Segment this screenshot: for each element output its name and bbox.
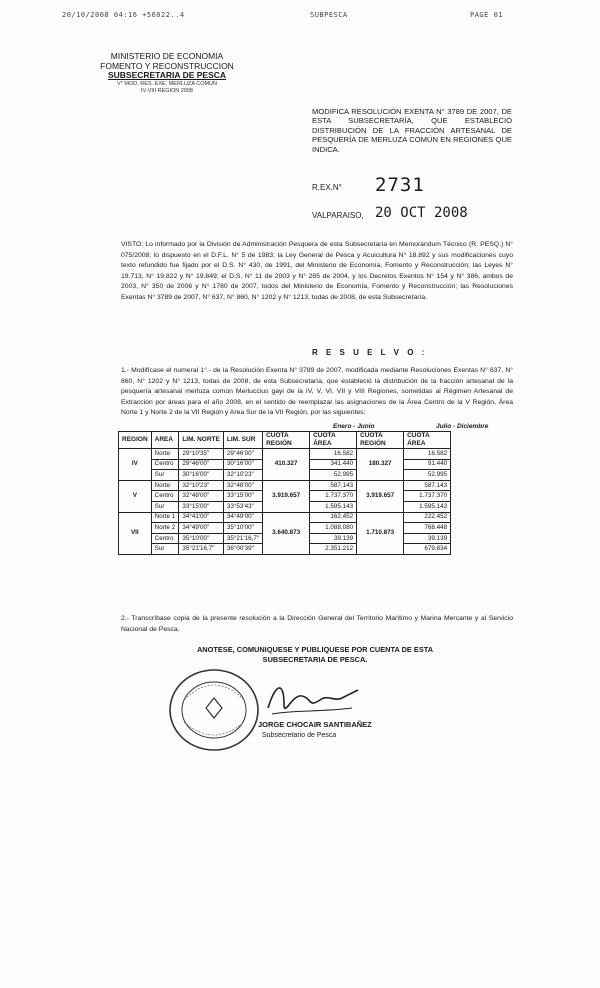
col-cuota-area-2: CUOTA ÁREA	[404, 432, 451, 449]
cell-cuota-area-2: 91.440	[404, 459, 451, 470]
cell-cuota-area-2: 1.595.143	[404, 501, 451, 512]
cell-lim-sur: 32°48'00"	[223, 480, 262, 491]
cell-area: Norte	[151, 449, 179, 460]
cell-lim-norte: 34°49'00"	[179, 523, 224, 534]
letterhead-ministry-2: FOMENTO Y RECONSTRUCCION	[100, 60, 234, 71]
date-stamp: 20 OCT 2008	[375, 205, 468, 221]
cell-cuota-area-2: 222.452	[404, 512, 451, 523]
cell-lim-sur: 29°46'00"	[223, 449, 262, 460]
cell-lim-norte: 29°46'00"	[179, 459, 224, 470]
cell-cuota-region-1: 3.640.873	[263, 512, 310, 554]
cell-area: Sur	[151, 544, 179, 555]
table-header-row	[119, 432, 451, 449]
cell-cuota-area-2: 16.582	[404, 449, 451, 460]
resuelvo-heading: R E S U E L V O :	[312, 348, 428, 357]
cell-lim-norte: 29°10'35"	[179, 449, 224, 460]
rex-number: 2731	[375, 174, 425, 196]
cell-cuota-area-1: 16.582	[310, 449, 357, 460]
cell-area: Norte	[151, 480, 179, 491]
cell-lim-norte: 32°48'00"	[179, 491, 224, 502]
cell-cuota-area-1: 1.088.080	[310, 523, 357, 534]
cell-cuota-area-2: 39.139	[404, 533, 451, 544]
col-cuota-region-2: CUOTA REGIÓN	[357, 432, 404, 449]
cell-cuota-area-2: 679.834	[404, 544, 451, 555]
resolution-subject: MODIFICA RESOLUCIÓN EXENTA N° 3789 DE 2007, DE ESTA SUBSECRETARÍA, QUE ESTABLECIÓ DISTRIBUCIÓN DE LA FRACCIÓN ARTESANAL DE PESQUERÍA DE MERLUZA COMÚN EN REGIONES QUE INDICA.	[312, 107, 512, 154]
cell-cuota-region-2: 180.327	[357, 449, 404, 481]
period-second: Julio - Diciembre	[436, 423, 489, 430]
cell-cuota-area-2: 52.995	[404, 470, 451, 481]
cell-cuota-area-1: 1.595.143	[310, 501, 357, 512]
cell-cuota-region-1: 410.327	[263, 449, 310, 481]
cell-area: Sur	[151, 470, 179, 481]
cell-lim-sur: 30°16'00"	[223, 459, 262, 470]
fax-header-page: PAGE 01	[470, 11, 504, 19]
letterhead-ministry: MINISTERIO DE ECONOMIA	[110, 51, 224, 61]
cell-area: Sur	[151, 501, 179, 512]
cell-cuota-area-2: 1.737.370	[404, 491, 451, 502]
cell-lim-norte: 35°21'16,7"	[179, 544, 224, 555]
cell-cuota-area-2: 768.448	[404, 523, 451, 534]
cell-cuota-area-1: 162.452	[310, 512, 357, 523]
col-cuota-region-1: CUOTA REGIÓN	[263, 432, 310, 449]
official-stamp	[164, 660, 264, 760]
cell-lim-sur: 35°10'00"	[223, 523, 262, 534]
table-row	[119, 512, 451, 523]
rex-label: R.EX.N°	[312, 183, 342, 192]
cell-area: Centro	[151, 533, 179, 544]
col-lim-sur: LIM. SUR	[223, 432, 262, 449]
point-2-paragraph: 2.- Transcríbase copia de la presente resolución a la Dirección General del Territorio Marítimo y Marina Mercante y al Servicio Nacional de Pesca.	[121, 615, 513, 633]
cell-area: Centro	[151, 491, 179, 502]
fax-header-sender: SUBPESCA	[310, 11, 348, 19]
cell-region: IV	[119, 449, 152, 481]
place-label: VALPARAISO,	[312, 211, 364, 220]
handwritten-signature	[262, 674, 362, 724]
cell-lim-norte: 33°15'00"	[179, 501, 224, 512]
table-row	[119, 480, 451, 491]
cell-lim-sur: 34°49'00"	[223, 512, 262, 523]
col-area: AREA	[151, 432, 179, 449]
period-first: Enero - Junio	[333, 423, 375, 430]
cell-lim-sur: 32°10'23"	[223, 470, 262, 481]
closing-line-2: SUBSECRETARIA DE PESCA.	[262, 654, 368, 664]
closing-line-1: ANOTESE, COMUNIQUESE Y PUBLIQUESE POR CUENTA DE ESTA	[196, 645, 434, 654]
letterhead-ref: V° MOD. RES. EXE. MERLUZA COMUN	[117, 80, 217, 87]
cell-cuota-area-1: 587.143	[310, 480, 357, 491]
cell-lim-norte: 30°16'00"	[179, 470, 224, 481]
cell-area: Norte 1	[151, 512, 179, 523]
point-1-paragraph: 1.- Modifícase el numeral 1°.- de la Resolución Exenta N° 3789 de 2007, modificada mediante Resoluciones Exentas N° 637, N° 860, N° 1202 y N° 1213, todas de 2008, de esta Subsecretaría, que estableció la distribución de la fracción artesanal de la pesquería artesanal merluza común Merluccius gayi de la IV, V, VI, VII y VIII Regiones, sometidas al Régimen Artesanal de Extracción por áreas para el año 2008, en el sentido de reemplazar las asignaciones de la Área Centro de la V Región, Área Norte 1 y Norte 2 de la VII Región y Area Sur de la VII Región, por las siguientes:	[121, 367, 513, 417]
cell-cuota-region-2: 1.710.873	[357, 512, 404, 554]
cell-lim-norte: 32°10'23"	[179, 480, 224, 491]
cell-cuota-region-2: 3.919.657	[357, 480, 404, 512]
cell-lim-sur: 33°53'43"	[223, 501, 262, 512]
cell-area: Centro	[151, 459, 179, 470]
letterhead	[82, 52, 252, 95]
cell-region: V	[119, 480, 152, 512]
cell-lim-sur: 35°21'16,7"	[223, 533, 262, 544]
signatory-name: JORGE CHOCAIR SANTIBAÑEZ	[258, 720, 372, 729]
cell-area: Norte 2	[151, 523, 179, 534]
cell-lim-sur: 33°15'00"	[223, 491, 262, 502]
table-row	[119, 449, 451, 460]
cell-cuota-area-1: 1.737.370	[310, 491, 357, 502]
cell-lim-sur: 36°00'39"	[223, 544, 262, 555]
cell-cuota-area-1: 39.139	[310, 533, 357, 544]
letterhead-subsecretaria: SUBSECRETARIA DE PESCA	[107, 70, 227, 80]
cell-lim-norte: 34°41'00"	[179, 512, 224, 523]
quota-table	[118, 431, 451, 555]
cell-lim-norte: 35°10'00"	[179, 533, 224, 544]
cell-cuota-area-1: 341.440	[310, 459, 357, 470]
cell-cuota-area-2: 587.143	[404, 480, 451, 491]
col-cuota-area-1: CUOTA ÁREA	[310, 432, 357, 449]
col-region: REGION	[119, 432, 152, 449]
fax-header-left: 20/10/2008 04:16 +56022..4	[62, 11, 185, 19]
col-lim-norte: LIM. NORTE	[179, 432, 224, 449]
cell-region: VII	[119, 512, 152, 554]
letterhead-ref-2: IV-VIII REGION 2008	[141, 87, 193, 94]
cell-cuota-region-1: 3.919.657	[263, 480, 310, 512]
signatory-role: Subsecretario de Pesca	[262, 732, 337, 739]
cell-cuota-area-1: 52.995	[310, 470, 357, 481]
cell-cuota-area-1: 2.351.212	[310, 544, 357, 555]
visto-paragraph: VISTO: Lo informado por la División de Administración Pesquera de esta Subsecretaría en Memorándum Técnico (R. PESQ.) N° 075/2008; lo dispuesto en el D.F.L. N° 5 de 1983; la Ley General de Pesca y Acuicultura N° 18.892 y sus modificaciones cuyo texto refundido fue fijado por el D.S. N° 430, de 1991, del Ministerio de Economía, Fomento y Reconstrucción; las Leyes N° 19.713, N° 19.822 y N° 19.849; el D.S. N° 11 de 2003 y N° 285 de 2004, y los Decretos Exentos N° 154 y N° 386, ambos de 2003, N° 350 de 2006 y N° 1780 de 2007, todos del Ministerio de Economía, Fomento y Reconstrucción; las Resoluciones Exentas N° 3789 de 2007, N° 637, N° 860, N° 1202 y N° 1213, todas de 2008, de esta Subsecretaría.	[121, 241, 513, 301]
